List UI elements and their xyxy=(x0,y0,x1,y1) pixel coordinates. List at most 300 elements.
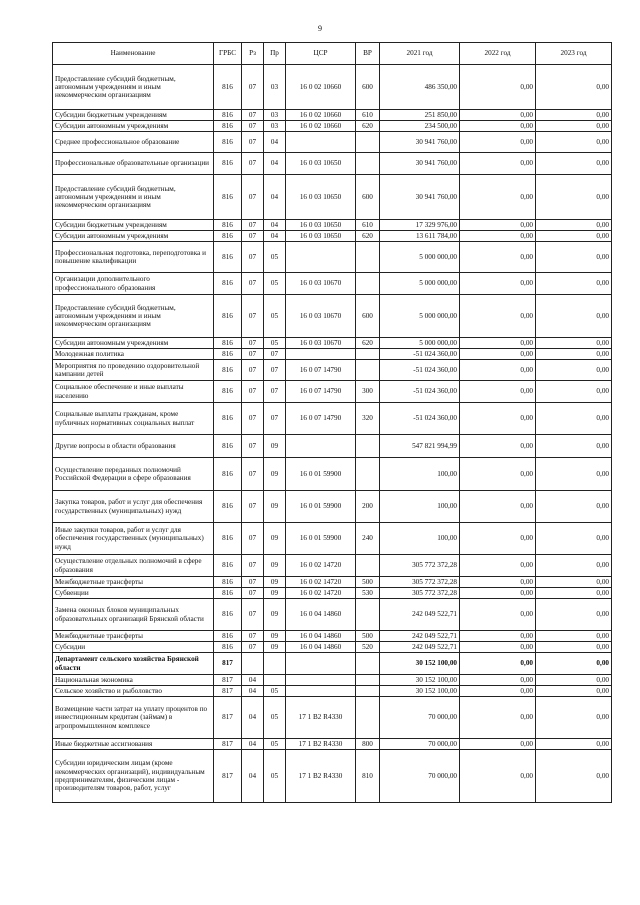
grbs-cell: 816 xyxy=(214,349,242,360)
amount-2022-cell: 0,00 xyxy=(460,121,536,132)
amount-2022-cell: 0,00 xyxy=(460,360,536,381)
grbs-cell: 816 xyxy=(214,121,242,132)
table-row xyxy=(53,675,612,686)
pr-cell: 04 xyxy=(264,132,286,153)
pr-cell: 09 xyxy=(264,435,286,458)
table-row xyxy=(53,555,612,577)
amount-2023-cell: 0,00 xyxy=(536,381,612,403)
table-row xyxy=(53,739,612,750)
pr-cell xyxy=(264,653,286,675)
budget-table xyxy=(52,42,612,803)
table-row xyxy=(53,653,612,675)
amount-2023-cell: 0,00 xyxy=(536,295,612,338)
pr-cell: 05 xyxy=(264,295,286,338)
header-vr: ВР xyxy=(356,43,380,65)
name-cell: Межбюджетные трансферты xyxy=(53,631,214,642)
vr-cell xyxy=(356,360,380,381)
csr-cell: 16 0 03 10670 xyxy=(286,295,356,338)
amount-2023-cell: 0,00 xyxy=(536,631,612,642)
amount-2023-cell: 0,00 xyxy=(536,458,612,491)
pr-cell: 05 xyxy=(264,686,286,697)
csr-cell: 16 0 03 10650 xyxy=(286,153,356,175)
table-row xyxy=(53,273,612,295)
name-cell: Субсидии бюджетным учреждениям xyxy=(53,110,214,121)
amount-2022-cell: 0,00 xyxy=(460,523,536,555)
amount-2023-cell: 0,00 xyxy=(536,360,612,381)
grbs-cell: 816 xyxy=(214,153,242,175)
vr-cell: 500 xyxy=(356,631,380,642)
rz-cell: 07 xyxy=(242,153,264,175)
table-row xyxy=(53,132,612,153)
table-header-row xyxy=(53,43,612,65)
pr-cell: 09 xyxy=(264,523,286,555)
amount-2023-cell: 0,00 xyxy=(536,750,612,803)
amount-2023-cell: 0,00 xyxy=(536,577,612,588)
grbs-cell: 816 xyxy=(214,435,242,458)
grbs-cell: 816 xyxy=(214,220,242,231)
amount-2022-cell: 0,00 xyxy=(460,577,536,588)
amount-2022-cell: 0,00 xyxy=(460,65,536,110)
amount-2021-cell: 30 941 760,00 xyxy=(380,132,460,153)
table-row xyxy=(53,360,612,381)
rz-cell: 07 xyxy=(242,132,264,153)
header-grbs: ГРБС xyxy=(214,43,242,65)
grbs-cell: 816 xyxy=(214,110,242,121)
csr-cell xyxy=(286,675,356,686)
amount-2023-cell: 0,00 xyxy=(536,599,612,631)
csr-cell: 16 0 02 10660 xyxy=(286,121,356,132)
csr-cell: 16 0 04 14860 xyxy=(286,631,356,642)
name-cell: Предоставление субсидий бюджетным, автономным учреждениям и иным некоммерческим организациям xyxy=(53,295,214,338)
amount-2021-cell: 242 049 522,71 xyxy=(380,642,460,653)
rz-cell: 07 xyxy=(242,273,264,295)
amount-2022-cell: 0,00 xyxy=(460,588,536,599)
amount-2022-cell: 0,00 xyxy=(460,220,536,231)
rz-cell: 07 xyxy=(242,121,264,132)
header-rz: Рз xyxy=(242,43,264,65)
vr-cell xyxy=(356,697,380,739)
vr-cell: 520 xyxy=(356,642,380,653)
grbs-cell: 816 xyxy=(214,360,242,381)
csr-cell: 16 0 07 14790 xyxy=(286,403,356,435)
rz-cell: 07 xyxy=(242,349,264,360)
rz-cell: 07 xyxy=(242,599,264,631)
vr-cell xyxy=(356,435,380,458)
amount-2021-cell: -51 024 360,00 xyxy=(380,403,460,435)
amount-2021-cell: 70 000,00 xyxy=(380,697,460,739)
amount-2023-cell: 0,00 xyxy=(536,653,612,675)
rz-cell: 07 xyxy=(242,110,264,121)
name-cell: Социальное обеспечение и иные выплаты населению xyxy=(53,381,214,403)
pr-cell: 09 xyxy=(264,577,286,588)
amount-2023-cell: 0,00 xyxy=(536,110,612,121)
grbs-cell: 816 xyxy=(214,175,242,220)
header-pr: Пр xyxy=(264,43,286,65)
pr-cell: 09 xyxy=(264,642,286,653)
page-number: 9 xyxy=(318,24,322,33)
amount-2021-cell: 17 329 976,00 xyxy=(380,220,460,231)
rz-cell: 07 xyxy=(242,381,264,403)
vr-cell xyxy=(356,653,380,675)
name-cell: Возмещение части затрат на уплату процентов по инвестиционным кредитам (займам) в агропромышленном комплексе xyxy=(53,697,214,739)
csr-cell: 16 0 03 10650 xyxy=(286,175,356,220)
table-row xyxy=(53,65,612,110)
grbs-cell: 816 xyxy=(214,523,242,555)
amount-2021-cell: 305 772 372,28 xyxy=(380,588,460,599)
rz-cell xyxy=(242,653,264,675)
rz-cell: 04 xyxy=(242,675,264,686)
rz-cell: 04 xyxy=(242,750,264,803)
csr-cell: 16 0 02 14720 xyxy=(286,577,356,588)
table-row xyxy=(53,523,612,555)
name-cell: Субсидии xyxy=(53,642,214,653)
amount-2022-cell: 0,00 xyxy=(460,750,536,803)
amount-2022-cell: 0,00 xyxy=(460,403,536,435)
name-cell: Мероприятия по проведению оздоровительной кампании детей xyxy=(53,360,214,381)
csr-cell: 16 0 02 10660 xyxy=(286,110,356,121)
table-row xyxy=(53,750,612,803)
rz-cell: 07 xyxy=(242,631,264,642)
grbs-cell: 816 xyxy=(214,599,242,631)
amount-2021-cell: 5 000 000,00 xyxy=(380,295,460,338)
amount-2021-cell: 251 850,00 xyxy=(380,110,460,121)
pr-cell: 07 xyxy=(264,360,286,381)
pr-cell: 09 xyxy=(264,491,286,523)
vr-cell: 620 xyxy=(356,121,380,132)
vr-cell: 500 xyxy=(356,577,380,588)
amount-2021-cell: -51 024 360,00 xyxy=(380,360,460,381)
rz-cell: 07 xyxy=(242,338,264,349)
amount-2021-cell: 70 000,00 xyxy=(380,739,460,750)
csr-cell: 16 0 01 59900 xyxy=(286,523,356,555)
table-row xyxy=(53,349,612,360)
vr-cell: 810 xyxy=(356,750,380,803)
csr-cell: 16 0 02 14720 xyxy=(286,588,356,599)
amount-2021-cell: 100,00 xyxy=(380,523,460,555)
amount-2021-cell: 5 000 000,00 xyxy=(380,338,460,349)
vr-cell: 610 xyxy=(356,220,380,231)
amount-2021-cell: 547 821 994,99 xyxy=(380,435,460,458)
amount-2023-cell: 0,00 xyxy=(536,588,612,599)
amount-2022-cell: 0,00 xyxy=(460,458,536,491)
name-cell: Иные бюджетные ассигнования xyxy=(53,739,214,750)
amount-2021-cell: 30 152 100,00 xyxy=(380,686,460,697)
amount-2021-cell: 70 000,00 xyxy=(380,750,460,803)
pr-cell: 07 xyxy=(264,349,286,360)
amount-2023-cell: 0,00 xyxy=(536,231,612,242)
vr-cell xyxy=(356,273,380,295)
pr-cell: 09 xyxy=(264,588,286,599)
amount-2021-cell: 305 772 372,28 xyxy=(380,577,460,588)
name-cell: Субсидии юридическим лицам (кроме некоммерческих организаций), индивидуальным предпринимателям, физическим лицам - производителям товаров, работ, услуг xyxy=(53,750,214,803)
vr-cell: 240 xyxy=(356,523,380,555)
amount-2022-cell: 0,00 xyxy=(460,686,536,697)
csr-cell xyxy=(286,653,356,675)
amount-2022-cell: 0,00 xyxy=(460,153,536,175)
amount-2022-cell: 0,00 xyxy=(460,242,536,273)
table-row xyxy=(53,242,612,273)
rz-cell: 07 xyxy=(242,403,264,435)
table-row xyxy=(53,435,612,458)
rz-cell: 07 xyxy=(242,588,264,599)
name-cell: Организации дополнительного профессионального образования xyxy=(53,273,214,295)
grbs-cell: 816 xyxy=(214,381,242,403)
vr-cell: 320 xyxy=(356,403,380,435)
amount-2022-cell: 0,00 xyxy=(460,295,536,338)
vr-cell: 300 xyxy=(356,381,380,403)
amount-2023-cell: 0,00 xyxy=(536,153,612,175)
amount-2022-cell: 0,00 xyxy=(460,132,536,153)
amount-2023-cell: 0,00 xyxy=(536,523,612,555)
pr-cell xyxy=(264,675,286,686)
name-cell: Предоставление субсидий бюджетным, автономным учреждениям и иным некоммерческим организациям xyxy=(53,65,214,110)
vr-cell xyxy=(356,599,380,631)
amount-2022-cell: 0,00 xyxy=(460,599,536,631)
amount-2022-cell: 0,00 xyxy=(460,435,536,458)
rz-cell: 07 xyxy=(242,491,264,523)
csr-cell: 16 0 03 10650 xyxy=(286,220,356,231)
amount-2022-cell: 0,00 xyxy=(460,739,536,750)
table-row xyxy=(53,697,612,739)
grbs-cell: 816 xyxy=(214,295,242,338)
amount-2023-cell: 0,00 xyxy=(536,349,612,360)
grbs-cell: 816 xyxy=(214,242,242,273)
amount-2022-cell: 0,00 xyxy=(460,653,536,675)
csr-cell xyxy=(286,435,356,458)
vr-cell xyxy=(356,686,380,697)
amount-2023-cell: 0,00 xyxy=(536,220,612,231)
amount-2022-cell: 0,00 xyxy=(460,110,536,121)
amount-2021-cell: 100,00 xyxy=(380,458,460,491)
amount-2023-cell: 0,00 xyxy=(536,273,612,295)
rz-cell: 07 xyxy=(242,242,264,273)
vr-cell: 600 xyxy=(356,295,380,338)
header-2022: 2022 год xyxy=(460,43,536,65)
grbs-cell: 816 xyxy=(214,588,242,599)
grbs-cell: 816 xyxy=(214,65,242,110)
csr-cell xyxy=(286,349,356,360)
csr-cell: 16 0 03 10670 xyxy=(286,273,356,295)
amount-2023-cell: 0,00 xyxy=(536,686,612,697)
amount-2022-cell: 0,00 xyxy=(460,697,536,739)
csr-cell: 16 0 04 14860 xyxy=(286,642,356,653)
name-cell: Замена оконных блоков муниципальных образовательных организаций Брянской области xyxy=(53,599,214,631)
table-row xyxy=(53,458,612,491)
amount-2021-cell: -51 024 360,00 xyxy=(380,349,460,360)
amount-2022-cell: 0,00 xyxy=(460,338,536,349)
table-row xyxy=(53,491,612,523)
name-cell: Предоставление субсидий бюджетным, автономным учреждениям и иным некоммерческим организациям xyxy=(53,175,214,220)
vr-cell xyxy=(356,349,380,360)
amount-2021-cell: 100,00 xyxy=(380,491,460,523)
amount-2022-cell: 0,00 xyxy=(460,675,536,686)
pr-cell: 09 xyxy=(264,599,286,631)
table-row xyxy=(53,381,612,403)
grbs-cell: 816 xyxy=(214,555,242,577)
grbs-cell: 816 xyxy=(214,642,242,653)
table-row xyxy=(53,642,612,653)
grbs-cell: 816 xyxy=(214,577,242,588)
amount-2023-cell: 0,00 xyxy=(536,65,612,110)
name-cell: Профессиональные образовательные организации xyxy=(53,153,214,175)
amount-2022-cell: 0,00 xyxy=(460,631,536,642)
amount-2021-cell: 30 941 760,00 xyxy=(380,175,460,220)
vr-cell xyxy=(356,555,380,577)
name-cell: Другие вопросы в области образования xyxy=(53,435,214,458)
csr-cell: 16 0 04 14860 xyxy=(286,599,356,631)
pr-cell: 07 xyxy=(264,381,286,403)
header-name: Наименование xyxy=(53,43,214,65)
header-2023: 2023 год xyxy=(536,43,612,65)
rz-cell: 07 xyxy=(242,231,264,242)
grbs-cell: 817 xyxy=(214,686,242,697)
table-row xyxy=(53,175,612,220)
vr-cell xyxy=(356,675,380,686)
vr-cell xyxy=(356,153,380,175)
amount-2022-cell: 0,00 xyxy=(460,273,536,295)
name-cell: Межбюджетные трансферты xyxy=(53,577,214,588)
pr-cell: 03 xyxy=(264,110,286,121)
table-row xyxy=(53,231,612,242)
csr-cell xyxy=(286,132,356,153)
grbs-cell: 816 xyxy=(214,231,242,242)
csr-cell: 17 1 B2 R4330 xyxy=(286,750,356,803)
pr-cell: 05 xyxy=(264,242,286,273)
rz-cell: 07 xyxy=(242,435,264,458)
amount-2021-cell: 486 350,00 xyxy=(380,65,460,110)
vr-cell: 610 xyxy=(356,110,380,121)
amount-2022-cell: 0,00 xyxy=(460,175,536,220)
amount-2023-cell: 0,00 xyxy=(536,121,612,132)
pr-cell: 04 xyxy=(264,175,286,220)
amount-2021-cell: 13 611 784,00 xyxy=(380,231,460,242)
name-cell: Субвенции xyxy=(53,588,214,599)
table-row xyxy=(53,631,612,642)
vr-cell xyxy=(356,242,380,273)
name-cell: Закупка товаров, работ и услуг для обеспечения государственных (муниципальных) нужд xyxy=(53,491,214,523)
name-cell: Осуществление переданных полномочий Российской Федерации в сфере образования xyxy=(53,458,214,491)
amount-2022-cell: 0,00 xyxy=(460,231,536,242)
name-cell: Субсидии автономным учреждениям xyxy=(53,338,214,349)
table-row xyxy=(53,577,612,588)
table-row xyxy=(53,686,612,697)
rz-cell: 04 xyxy=(242,686,264,697)
name-cell: Профессиональная подготовка, переподготовка и повышение квалификации xyxy=(53,242,214,273)
pr-cell: 05 xyxy=(264,273,286,295)
csr-cell: 16 0 03 10650 xyxy=(286,231,356,242)
table-row xyxy=(53,338,612,349)
csr-cell: 16 0 01 59900 xyxy=(286,458,356,491)
pr-cell: 05 xyxy=(264,338,286,349)
amount-2023-cell: 0,00 xyxy=(536,132,612,153)
vr-cell: 800 xyxy=(356,739,380,750)
table-row xyxy=(53,588,612,599)
rz-cell: 07 xyxy=(242,555,264,577)
vr-cell: 600 xyxy=(356,175,380,220)
amount-2021-cell: 30 941 760,00 xyxy=(380,153,460,175)
grbs-cell: 816 xyxy=(214,491,242,523)
csr-cell: 16 0 07 14790 xyxy=(286,381,356,403)
amount-2021-cell: 30 152 100,00 xyxy=(380,675,460,686)
amount-2023-cell: 0,00 xyxy=(536,242,612,273)
rz-cell: 07 xyxy=(242,458,264,491)
pr-cell: 05 xyxy=(264,739,286,750)
grbs-cell: 817 xyxy=(214,697,242,739)
name-cell: Сельское хозяйство и рыболовство xyxy=(53,686,214,697)
header-2021: 2021 год xyxy=(380,43,460,65)
amount-2023-cell: 0,00 xyxy=(536,435,612,458)
rz-cell: 07 xyxy=(242,523,264,555)
vr-cell xyxy=(356,458,380,491)
csr-cell: 16 0 01 59900 xyxy=(286,491,356,523)
amount-2021-cell: 30 152 100,00 xyxy=(380,653,460,675)
pr-cell: 07 xyxy=(264,403,286,435)
amount-2023-cell: 0,00 xyxy=(536,697,612,739)
amount-2022-cell: 0,00 xyxy=(460,555,536,577)
name-cell: Национальная экономика xyxy=(53,675,214,686)
csr-cell: 16 0 02 14720 xyxy=(286,555,356,577)
header-csr: ЦСР xyxy=(286,43,356,65)
rz-cell: 07 xyxy=(242,577,264,588)
grbs-cell: 816 xyxy=(214,132,242,153)
amount-2021-cell: 234 500,00 xyxy=(380,121,460,132)
name-cell: Департамент сельского хозяйства Брянской области xyxy=(53,653,214,675)
amount-2023-cell: 0,00 xyxy=(536,403,612,435)
csr-cell: 17 1 B2 R4330 xyxy=(286,739,356,750)
grbs-cell: 816 xyxy=(214,273,242,295)
rz-cell: 04 xyxy=(242,697,264,739)
vr-cell: 620 xyxy=(356,231,380,242)
amount-2022-cell: 0,00 xyxy=(460,642,536,653)
csr-cell: 16 0 03 10670 xyxy=(286,338,356,349)
grbs-cell: 817 xyxy=(214,739,242,750)
csr-cell: 17 1 B2 R4330 xyxy=(286,697,356,739)
amount-2022-cell: 0,00 xyxy=(460,349,536,360)
name-cell: Субсидии бюджетным учреждениям xyxy=(53,220,214,231)
grbs-cell: 816 xyxy=(214,403,242,435)
amount-2023-cell: 0,00 xyxy=(536,739,612,750)
amount-2021-cell: 305 772 372,28 xyxy=(380,555,460,577)
amount-2022-cell: 0,00 xyxy=(460,381,536,403)
amount-2023-cell: 0,00 xyxy=(536,675,612,686)
table-row xyxy=(53,403,612,435)
rz-cell: 04 xyxy=(242,739,264,750)
vr-cell xyxy=(356,132,380,153)
table-row xyxy=(53,599,612,631)
pr-cell: 04 xyxy=(264,153,286,175)
amount-2021-cell: 5 000 000,00 xyxy=(380,273,460,295)
rz-cell: 07 xyxy=(242,65,264,110)
csr-cell: 16 0 07 14790 xyxy=(286,360,356,381)
pr-cell: 05 xyxy=(264,697,286,739)
pr-cell: 03 xyxy=(264,121,286,132)
rz-cell: 07 xyxy=(242,360,264,381)
pr-cell: 09 xyxy=(264,631,286,642)
table-row xyxy=(53,153,612,175)
name-cell: Среднее профессиональное образование xyxy=(53,132,214,153)
csr-cell xyxy=(286,242,356,273)
grbs-cell: 817 xyxy=(214,750,242,803)
grbs-cell: 817 xyxy=(214,653,242,675)
amount-2021-cell: 242 049 522,71 xyxy=(380,599,460,631)
pr-cell: 05 xyxy=(264,750,286,803)
pr-cell: 04 xyxy=(264,231,286,242)
amount-2023-cell: 0,00 xyxy=(536,338,612,349)
pr-cell: 03 xyxy=(264,65,286,110)
name-cell: Социальные выплаты гражданам, кроме публичных нормативных социальных выплат xyxy=(53,403,214,435)
grbs-cell: 816 xyxy=(214,338,242,349)
table-row xyxy=(53,295,612,338)
